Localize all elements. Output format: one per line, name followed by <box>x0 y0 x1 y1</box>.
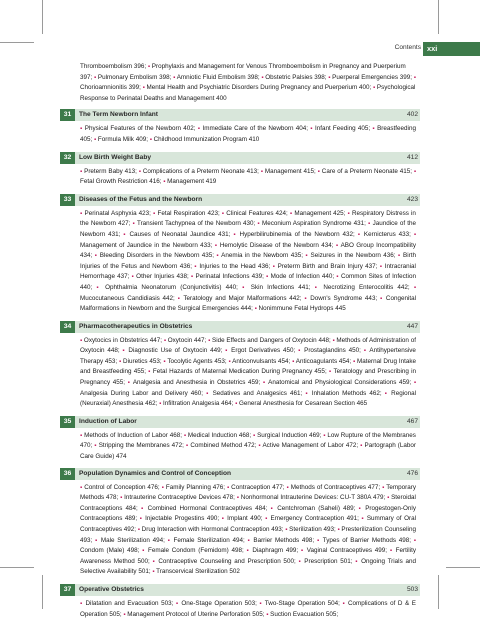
chapter-title: Population Dynamics and Control of Conception <box>79 469 232 477</box>
bullet-icon: ▪ <box>123 611 126 618</box>
bullet-icon: ▪ <box>342 600 346 607</box>
chapter-number: 36 <box>60 468 75 480</box>
chapter-number: 33 <box>60 194 75 206</box>
bullet-icon: ▪ <box>300 548 305 555</box>
bullet-icon: ▪ <box>298 348 302 355</box>
bullet-icon: ▪ <box>80 210 83 217</box>
bullet-icon: ▪ <box>80 126 83 133</box>
bullet-icon: ▪ <box>161 484 164 491</box>
bullet-icon: ▪ <box>142 85 145 92</box>
chapter-page: 476 <box>406 469 418 477</box>
chapter-entry[interactable] <box>60 321 420 410</box>
bullet-icon: ▪ <box>379 263 383 270</box>
bullet-icon: ▪ <box>337 527 340 533</box>
bullet-icon: ▪ <box>316 537 321 544</box>
bullet-icon: ▪ <box>138 168 141 175</box>
bullet-icon: ▪ <box>80 337 83 344</box>
bullet-icon: ▪ <box>120 495 123 502</box>
bullet-icon: ▪ <box>317 168 320 175</box>
bullet-icon: ▪ <box>152 569 155 576</box>
bullet-icon: ▪ <box>384 390 389 397</box>
bullet-icon: ▪ <box>305 390 309 397</box>
chapter-heading-bar <box>60 468 420 480</box>
bullet-icon: ▪ <box>389 548 393 555</box>
bullet-icon: ▪ <box>272 263 276 270</box>
chapter-heading-bar <box>60 194 420 206</box>
bullet-icon: ▪ <box>94 74 97 81</box>
bullet-icon: ▪ <box>259 600 263 607</box>
chapter-topics: ▪ Oxytocics in Obstetrics 447; ▪ Oxytocin 447; ▪ Side Effects and Dangers of Oxytocin 448; ▪ Methods of Administration of Oxytocin 448; ▪ Diagnostic Use of Oxytocin 449; ▪ Ergot Derivatives 450; ▪ Prostaglandins 450; ▪ Antihypertensive Therapy 453; ▪ Diuretics 453; ▪ Tocolytic Agents 453; ▪ Anticonvulsants 454; ▪ Anticoagulants 454; ▪ Maternal Drug Intake and Breastfeeding 455; ▪ Fetal Hazards of Maternal Medication During Pregnancy 455; ▪ Teratology and Prescribing in Pregnancy 455; ▪ Analgesia and Anesthesia in Obstetrics 459; ▪ Anatomical and Physiological Considerations 459; ▪ Analgesia During Labor and Delivery 460; ▪ Sedatives and Analgesics 461; ▪ Inhalation Methods 462; ▪ Regional (Neuraxial) Anesthesia 462; ▪ Infiltration Analgesia 464; ▪ General Anesthesia for Cesarean Section 465 <box>80 336 416 408</box>
bullet-icon: ▪ <box>96 284 101 291</box>
bullet-icon: ▪ <box>379 295 384 302</box>
bullet-icon: ▪ <box>353 358 356 365</box>
bullet-icon: ▪ <box>257 221 260 228</box>
bullet-icon: ▪ <box>286 484 289 491</box>
bullet-icon: ▪ <box>149 136 152 143</box>
bullet-icon: ▪ <box>372 126 375 133</box>
bullet-icon: ▪ <box>332 337 335 344</box>
bullet-icon: ▪ <box>323 432 326 439</box>
bullet-icon: ▪ <box>382 484 385 491</box>
chapter-number: 37 <box>60 584 75 596</box>
bullet-icon: ▪ <box>363 348 367 355</box>
chapter-page: 402 <box>406 111 418 119</box>
chapter-page: 503 <box>406 585 418 593</box>
chapter-page: 423 <box>406 195 418 203</box>
chapter-page: 412 <box>406 153 418 161</box>
bullet-icon: ▪ <box>235 401 238 408</box>
bullet-icon: ▪ <box>228 358 231 365</box>
bullet-icon: ▪ <box>397 253 401 260</box>
chapter-heading-bar <box>60 109 420 121</box>
chapter-topics: ▪ Dilatation and Evacuation 503; ▪ One-Stage Operation 503; ▪ Two-Stage Operation 504; ▪ Complications of D & E Operation 505; ▪ Management Protocol of Uterine Perforation 505; ▪ Suction Evacuation 505; <box>80 599 416 618</box>
bullet-icon: ▪ <box>183 432 187 439</box>
bullet-icon: ▪ <box>261 74 264 81</box>
bullet-icon: ▪ <box>246 548 250 555</box>
chapter-entry[interactable] <box>60 416 420 462</box>
bullet-icon: ▪ <box>208 337 211 344</box>
bullet-icon: ▪ <box>148 369 151 376</box>
bullet-icon: ▪ <box>266 611 269 618</box>
chapter-title: Induction of Labor <box>79 417 137 425</box>
bullet-icon: ▪ <box>119 358 122 365</box>
chapter-topics: ▪ Control of Conception 476; ▪ Family Planning 476; ▪ Contraception 477; ▪ Methods of Contraceptives 477; ▪ Temporary Methods 478; ▪ Intrauterine Contraceptive Devices 478; ▪ Nonhormonal Intrauterine Devices: CU-T 380A 479; ▪ Steroidal Contraceptions 484; ▪ Combined Hormonal Contraceptives 484; ▪ Centchroman (Saheli) 489; ▪ Progestogen-Only Contraceptions 489; ▪ Injectable Progestins 490; ▪ Implant 490; ▪ Emergency Contraception 491; ▪ Summary of Oral Contraceptives 492; ▪ Drug Interaction with Hormonal Contraception 493; ▪ Sterilization 493; ▪ Presterilization Counseling 493; ▪ Male Sterilization 494; ▪ Female Sterilization 494; ▪ Barrier Methods 498; ▪ Types of Barrier Methods 498; ▪ Condom (Male) 498; ▪ Female Condom (Femidom) 498; ▪ Diaphragm 499; ▪ Vaginal Contraceptives 499; ▪ Fertility Awareness Method 500; ▪ Contraceptive Counseling and Prescription 500; ▪ Prescription 501; ▪ Ongoing Trials and Selective Availability 501; ▪ Transcervical Sterilization 502 <box>80 483 416 576</box>
chapter-heading-bar <box>60 152 420 164</box>
bullet-icon: ▪ <box>159 401 162 408</box>
crop-mark <box>438 0 439 34</box>
crop-mark <box>42 0 43 34</box>
chapter-title: Operative Obstetrics <box>79 585 144 593</box>
bullet-icon: ▪ <box>94 253 98 260</box>
bullet-icon: ▪ <box>221 516 225 523</box>
bullet-icon: ▪ <box>206 390 210 397</box>
bullet-icon: ▪ <box>147 64 151 70</box>
bullet-icon: ▪ <box>298 558 302 565</box>
bullet-icon: ▪ <box>289 210 293 217</box>
chapter-number: 32 <box>60 152 75 164</box>
bullet-icon: ▪ <box>247 537 251 544</box>
bullet-icon: ▪ <box>173 74 176 81</box>
bullet-icon: ▪ <box>355 558 359 565</box>
bullet-icon: ▪ <box>328 369 332 376</box>
bullet-icon: ▪ <box>152 558 156 565</box>
bullet-icon: ▪ <box>80 432 83 439</box>
bullet-icon: ▪ <box>80 168 83 175</box>
bullet-icon: ▪ <box>413 74 416 81</box>
bullet-icon: ▪ <box>266 274 269 281</box>
bullet-icon: ▪ <box>152 210 156 217</box>
bullet-icon: ▪ <box>335 242 339 249</box>
bullet-icon: ▪ <box>314 284 320 291</box>
bullet-icon: ▪ <box>94 136 97 143</box>
chapter-title: Low Birth Weight Baby <box>79 153 152 161</box>
bullet-icon: ▪ <box>254 306 257 313</box>
bullet-icon: ▪ <box>387 495 390 502</box>
chapter-topics: ▪ Methods of Induction of Labor 468; ▪ Medical Induction 468; ▪ Surgical Induction 469; ▪ Low Rupture of the Membranes 470; ▪ Stripping the Membranes 472; ▪ Combined Method 472; ▪ Active Management of Labor 472; ▪ Partograph (Labor Care Guide) 474 <box>80 431 416 461</box>
bullet-icon: ▪ <box>226 484 230 491</box>
bullet-icon: ▪ <box>140 505 145 512</box>
bullet-icon: ▪ <box>336 274 339 281</box>
chapter-heading-bar <box>60 416 420 428</box>
chapter-title: Pharmacotherapeutics in Obstetrics <box>79 322 193 330</box>
bullet-icon: ▪ <box>304 295 308 302</box>
chapter-number: 35 <box>60 416 75 428</box>
contents-list <box>60 62 420 620</box>
bullet-icon: ▪ <box>305 253 309 260</box>
bullet-icon: ▪ <box>163 358 166 365</box>
bullet-icon: ▪ <box>260 168 264 175</box>
bullet-icon: ▪ <box>127 380 131 387</box>
bullet-icon: ▪ <box>233 231 237 238</box>
running-header <box>0 42 480 56</box>
bullet-icon: ▪ <box>258 443 261 450</box>
bullet-icon: ▪ <box>190 274 194 281</box>
bullet-icon: ▪ <box>163 337 166 344</box>
bullet-icon: ▪ <box>357 231 361 238</box>
chapter-entry[interactable] <box>60 152 420 188</box>
bullet-icon: ▪ <box>194 263 197 270</box>
bullet-icon: ▪ <box>413 231 416 238</box>
bullet-icon: ▪ <box>347 210 350 217</box>
chapter-entry[interactable] <box>60 194 420 315</box>
bullet-icon: ▪ <box>242 284 247 291</box>
bullet-icon: ▪ <box>94 443 97 450</box>
bullet-icon: ▪ <box>413 380 416 387</box>
chapter-number: 31 <box>60 109 75 121</box>
page-number: xxi <box>427 44 438 53</box>
bullet-icon: ▪ <box>131 274 135 281</box>
bullet-icon: ▪ <box>270 505 275 512</box>
bullet-icon: ▪ <box>216 253 220 260</box>
bullet-icon: ▪ <box>360 443 363 450</box>
bullet-icon: ▪ <box>142 548 146 555</box>
bullet-icon: ▪ <box>225 348 229 355</box>
crop-mark <box>42 575 43 609</box>
bullet-icon: ▪ <box>361 516 365 523</box>
chapter-title: Diseases of the Fetus and the Newborn <box>79 195 203 203</box>
bullet-icon: ▪ <box>80 484 83 491</box>
bullet-icon: ▪ <box>413 537 416 544</box>
bullet-icon: ▪ <box>122 348 126 355</box>
bullet-icon: ▪ <box>285 527 288 533</box>
bullet-icon: ▪ <box>177 295 181 302</box>
bullet-icon: ▪ <box>310 126 313 133</box>
bullet-icon: ▪ <box>175 600 179 607</box>
crop-mark <box>0 567 34 568</box>
chapter-topics: ▪ Preterm Baby 413; ▪ Complications of a Preterm Neonate 413; ▪ Management 415; ▪ Care of a Preterm Neonate 415; ▪ Fetal Growth Restriction 416; ▪ Management 419 <box>80 167 416 186</box>
bullet-icon: ▪ <box>292 358 295 365</box>
bullet-icon: ▪ <box>197 126 201 133</box>
header-section-label: Contents <box>394 44 421 51</box>
chapter-entry[interactable] <box>60 468 420 578</box>
bullet-icon: ▪ <box>123 231 127 238</box>
bullet-icon: ▪ <box>132 221 135 228</box>
crop-mark <box>438 575 439 609</box>
bullet-icon: ▪ <box>221 210 225 217</box>
bullet-icon: ▪ <box>368 221 371 228</box>
bullet-icon: ▪ <box>185 443 189 450</box>
chapter-topics: ▪ Physical Features of the Newborn 402; ▪ Immediate Care of the Newborn 404; ▪ Infant Feeding 405; ▪ Breastfeeding 405; ▪ Formula Milk 409; ▪ Childhood Immunization Program 410 <box>80 125 416 143</box>
bullet-icon: ▪ <box>214 242 218 249</box>
bullet-icon: ▪ <box>358 505 363 512</box>
bullet-icon: ▪ <box>373 85 376 92</box>
chapter-page: 447 <box>406 322 418 330</box>
bullet-icon: ▪ <box>137 527 140 533</box>
bullet-icon: ▪ <box>265 516 268 523</box>
page-number-badge <box>423 42 480 56</box>
chapter-entry[interactable] <box>60 584 420 620</box>
bullet-icon: ▪ <box>253 432 256 439</box>
bullet-icon: ▪ <box>80 600 83 607</box>
crop-mark <box>446 567 480 568</box>
chapter-number: 34 <box>60 321 75 333</box>
chapter-topics: ▪ Perinatal Asphyxia 423; ▪ Fetal Respiration 423; ▪ Clinical Features 424; ▪ Management 425; ▪ Respiratory Distress in the Newborn 427; ▪ Transient Tachypnea of the Newborn 430; ▪ Meconium Aspiration Syndrome 431; ▪ Jaundice of the Newborn 431; ▪ Causes of Neonatal Jaundice 431; ▪ Hyperbilirubinemia of the Newborn 432; ▪ Kernicterus 433; ▪ Management of Jaundice in the Newborn 433; ▪ Hemolytic Disease of the Newborn 434; ▪ ABO Group Incompatibility 434; ▪ Bleeding Disorders in the Newborn 435; ▪ Anemia in the Newborn 435; ▪ Seizures in the Newborn 436; ▪ Birth Injuries of the Fetus and Newborn 436; ▪ Injuries to the Head 436; ▪ Preterm Birth and Brain Injury 437; ▪ Intracranial Hemorrhage 437; ▪ Other Injuries 438; ▪ Perinatal Infections 439; ▪ Mode of Infection 440; ▪ Common Sites of Infection 440; ▪ Ophthalmia Neonatorum (Conjunctivitis) 440; ▪ Skin Infections 441; ▪ Necrotizing Enterocolitis 442; ▪ Mucocutaneous Candidiasis 442; ▪ Teratology and Major Malformations 442; ▪ Down's Syndrome 443; ▪ Congenital Malformations in Newborn and the Surgical Emergencies 444; ▪ Nonimmune Fetal Hydrops 445 <box>80 209 416 313</box>
chapter-heading-bar <box>60 321 420 333</box>
bullet-icon: ▪ <box>413 284 416 291</box>
chapter-entry[interactable] <box>60 109 420 145</box>
bullet-icon: ▪ <box>413 168 416 175</box>
bullet-icon: ▪ <box>163 179 166 186</box>
continued-entry-text: Thromboembolism 396; ▪ Prophylaxis and Management for Venous Thromboembolism in Pregnancy and Puerperium 397; ▪ Pulmonary Embolism 398; ▪ Amniotic Fluid Embolism 398; ▪ Obstetric Palsies 398; ▪ Puerperal Emergencies 399; ▪ Chorioamnionitis 399; ▪ Mental Health and Psychiatric Disorders During Pregnancy and Puerperium 400; ▪ Psychological Response to Perinatal Deaths and Management 400 <box>80 63 416 102</box>
bullet-icon: ▪ <box>262 380 266 387</box>
bullet-icon: ▪ <box>167 537 171 544</box>
chapter-heading-bar <box>60 584 420 596</box>
chapter-title: The Term Newborn Infant <box>79 111 159 119</box>
bullet-icon: ▪ <box>236 495 239 502</box>
bullet-icon: ▪ <box>95 537 99 544</box>
bullet-icon: ▪ <box>139 516 143 523</box>
bullet-icon: ▪ <box>328 74 331 81</box>
chapter-page: 467 <box>406 417 418 425</box>
